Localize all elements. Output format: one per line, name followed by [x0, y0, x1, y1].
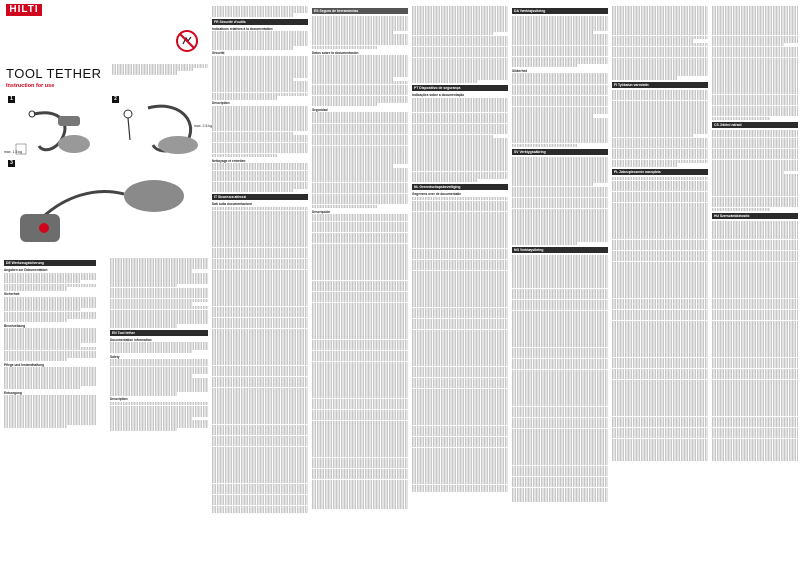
heading: Description	[212, 101, 230, 106]
heading: Dati sulla documentazione	[212, 202, 253, 207]
heading: Entsorgung	[4, 390, 22, 395]
column-5	[412, 6, 508, 562]
lang-header-pl: PL Zabezpieczenie narzędzia	[612, 169, 708, 175]
heading: Gegevens over de documentatie	[412, 192, 462, 197]
heading: Sécurité	[212, 51, 225, 56]
lang-header-en: EN Tool tether	[110, 330, 208, 336]
heading: Nettoyage et entretien	[212, 158, 246, 163]
lang-header-de: DE Werkzeugsicherung	[4, 260, 96, 266]
column-8	[712, 6, 798, 562]
figure-3-illustration	[4, 168, 204, 258]
lang-header-cs: CS Jištění nářadí	[712, 122, 798, 128]
weight-limit-2: max. 2.5 kg	[194, 124, 213, 128]
column-4	[312, 6, 408, 562]
column-2	[110, 258, 208, 558]
heading: Beschreibung	[4, 323, 26, 328]
column-3	[212, 6, 308, 562]
figure-2-label: 2	[112, 96, 119, 103]
heading: Safety	[110, 354, 120, 359]
heading: Pflege und Instandhaltung	[4, 362, 45, 367]
lang-header-da: DA Værktøjssikring	[512, 8, 608, 14]
heading: Indicações sobre a documentação	[412, 93, 465, 98]
legal-text-block	[112, 64, 208, 75]
column-7	[612, 6, 708, 562]
column-6	[512, 6, 608, 562]
lang-header-nl: NL Gereedschapsbeveiliging	[412, 184, 508, 190]
heading: Description	[110, 397, 128, 402]
lang-header-sv: SV Verktygssäkring	[512, 149, 608, 155]
lang-header-it: IT Sicurezza attrezzi	[212, 194, 308, 200]
lang-header-pt: PT Dispositivo de segurança	[412, 85, 508, 91]
lang-header-fr: FR Sécurité d'outils	[212, 19, 308, 25]
heading: Descripción	[312, 209, 331, 214]
product-title: TOOL TETHER	[6, 66, 102, 81]
figure-3-label: 3	[8, 160, 15, 167]
lang-header-hu: HU Szerszámbiztosító	[712, 213, 798, 219]
heading: Indications relatives à la documentation	[212, 26, 273, 31]
figure-2-illustration	[118, 100, 208, 158]
figure-1-label: 1	[8, 96, 15, 103]
lang-header-no: NO Verktøysikring	[512, 247, 608, 253]
heading: Angaben zur Dokumentation	[4, 268, 48, 272]
section-header: ES Seguro de herramientas	[312, 8, 408, 14]
heading: Sicherheit	[4, 292, 20, 297]
weight-limit-1: max. 1.5 kg	[4, 150, 23, 154]
heading: Documentation information	[110, 337, 152, 342]
heading: Sikkerhed	[512, 68, 528, 73]
column-1	[4, 258, 96, 558]
heading: Seguridad	[312, 107, 328, 112]
heading: Datos sobre la documentación	[312, 50, 359, 55]
subtitle: Instruction for use	[6, 83, 55, 89]
prohibition-icon	[176, 30, 198, 52]
figure-1-illustration	[14, 104, 106, 164]
lang-header-fi: FI Työkalun varmistin	[612, 82, 708, 88]
hilti-logo: HILTI	[6, 4, 42, 16]
